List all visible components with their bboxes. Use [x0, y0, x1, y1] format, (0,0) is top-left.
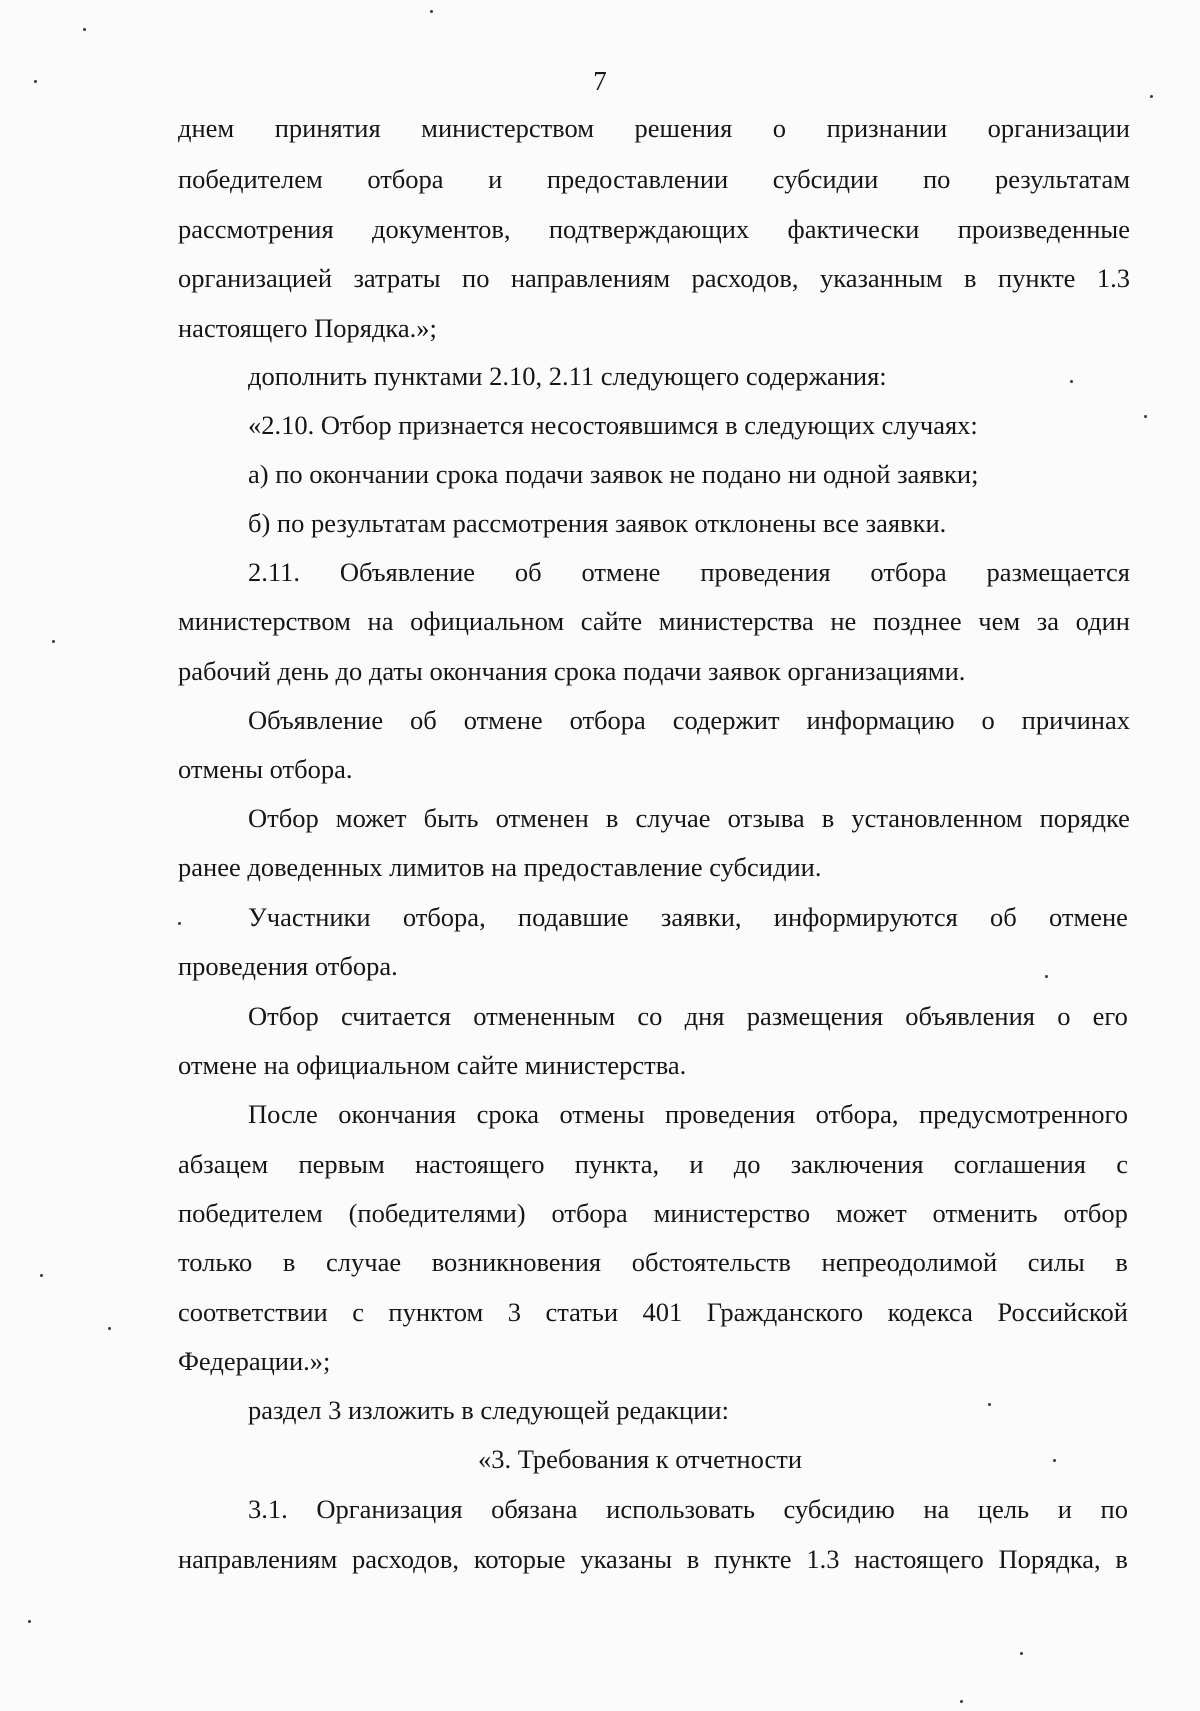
word: соглашения: [953, 1149, 1086, 1179]
word: официальном: [410, 606, 565, 636]
word: использовать: [606, 1494, 755, 1524]
word: отмены: [559, 1099, 645, 1129]
word: первым: [298, 1149, 385, 1179]
speck: [34, 80, 37, 83]
word: направлениям: [510, 263, 671, 293]
word: 1.3: [1096, 263, 1130, 293]
text-line: [178, 1148, 1128, 1180]
line-text: «3. Требования к отчетности: [478, 1444, 803, 1474]
word: фактически: [787, 214, 920, 244]
word: настоящего: [854, 1544, 984, 1574]
word: его: [1092, 1001, 1128, 1031]
word: чем: [978, 606, 1021, 636]
word: размещения: [746, 1001, 884, 1031]
word: порядке: [1039, 803, 1130, 833]
word: об: [990, 902, 1017, 932]
word: сайте: [580, 606, 643, 636]
text-line: [248, 409, 978, 441]
word: соответствии: [178, 1297, 328, 1327]
word: по: [1100, 1494, 1128, 1524]
word: установленном: [851, 803, 1023, 833]
word: и: [488, 164, 503, 194]
word: со: [637, 1001, 663, 1031]
word: силы: [1027, 1247, 1085, 1277]
word: указаны: [580, 1544, 673, 1574]
word: окончания: [338, 1099, 457, 1129]
word: решения: [634, 113, 733, 143]
word: с: [1116, 1149, 1128, 1179]
word: отменен: [495, 803, 589, 833]
word: 401: [642, 1297, 683, 1327]
text-line: [248, 507, 946, 539]
speck: [1020, 1652, 1023, 1655]
line-text: б) по результатам рассмотрения заявок отклонены все заявки.: [248, 508, 947, 538]
word: заключения: [790, 1149, 924, 1179]
word: позднее: [872, 606, 962, 636]
text-line: [178, 950, 398, 982]
word: об: [514, 557, 542, 587]
text-line: [248, 458, 978, 490]
line-text: ранее доведенных лимитов на предоставление субсидии.: [178, 852, 822, 882]
word: и: [1057, 1494, 1072, 1524]
word: в: [282, 1247, 296, 1277]
word: произведенные: [957, 214, 1130, 244]
word: размещается: [986, 557, 1130, 587]
word: результатам: [994, 164, 1130, 194]
text-line: [248, 1394, 729, 1426]
speck: [108, 1327, 111, 1330]
speck: [430, 10, 433, 13]
line-text: настоящего Порядка.»;: [178, 313, 437, 343]
line-text: рабочий день до даты окончания срока подачи заявок организациями.: [178, 656, 966, 686]
word: заявки,: [660, 902, 742, 932]
word: срока: [476, 1099, 540, 1129]
word: принятия: [274, 113, 381, 143]
word: днем: [178, 113, 235, 143]
text-line: [178, 655, 965, 687]
word: победителем: [178, 164, 323, 194]
word: 3.1.: [248, 1494, 288, 1524]
word: рассмотрения: [178, 214, 334, 244]
text-line: [248, 901, 1128, 933]
text-line: [178, 163, 1130, 195]
word: субсидию: [783, 1494, 895, 1524]
word: в: [821, 803, 835, 833]
speck: [40, 1274, 43, 1277]
word: После: [248, 1099, 318, 1129]
word: Объявление: [248, 705, 384, 735]
line-text: отмены отбора.: [178, 754, 353, 784]
word: Объявление: [339, 557, 476, 587]
word: Организация: [316, 1494, 463, 1524]
text-line: [178, 1543, 1128, 1575]
word: предусмотренного: [918, 1099, 1128, 1129]
word: организации: [987, 113, 1130, 143]
word: не: [830, 606, 857, 636]
speck: [960, 1700, 963, 1703]
word: пункта,: [574, 1149, 660, 1179]
word: проведения: [664, 1099, 796, 1129]
word: отбора,: [402, 902, 486, 932]
word: отбора: [367, 164, 444, 194]
speck: [1053, 1459, 1056, 1462]
word: содержит: [672, 705, 780, 735]
word: может: [836, 1198, 907, 1228]
word: предоставлении: [546, 164, 729, 194]
text-line: [248, 1000, 1128, 1032]
word: кодекса: [887, 1297, 973, 1327]
word: министерства: [658, 606, 814, 636]
word: настоящего: [414, 1149, 545, 1179]
word: отбор: [1063, 1198, 1128, 1228]
word: о: [772, 113, 787, 143]
word: пунктом: [388, 1297, 484, 1327]
word: признании: [826, 113, 948, 143]
word: Порядка,: [998, 1544, 1101, 1574]
text-line: [178, 753, 352, 785]
word: победителем: [178, 1198, 323, 1228]
text-line: [178, 851, 821, 883]
word: затраты: [353, 263, 441, 293]
text-line: [178, 1246, 1128, 1278]
word: подтверждающих: [548, 214, 750, 244]
word: абзацем: [178, 1149, 269, 1179]
line-text: проведения отбора.: [178, 951, 398, 981]
word: направлениям: [178, 1544, 338, 1574]
word: причинах: [1021, 705, 1130, 735]
word: отбора: [551, 1198, 628, 1228]
text-line: [248, 1493, 1128, 1525]
word: о: [981, 705, 995, 735]
word: Отбор: [248, 1001, 319, 1031]
speck: [988, 1403, 991, 1406]
speck: [28, 1620, 31, 1623]
word: пункте: [997, 263, 1076, 293]
word: Участники: [248, 902, 371, 932]
word: только: [178, 1247, 253, 1277]
word: субсидии: [772, 164, 879, 194]
word: организацией: [178, 263, 333, 293]
word: Гражданского: [706, 1297, 864, 1327]
word: об: [410, 705, 437, 735]
line-text: «2.10. Отбор признается несостоявшимся в следующих случаях:: [248, 410, 978, 440]
word: отменить: [932, 1198, 1038, 1228]
word: в: [605, 803, 619, 833]
word: в: [1115, 1247, 1128, 1277]
word: информацию: [806, 705, 955, 735]
word: дня: [684, 1001, 725, 1031]
word: в: [964, 263, 977, 293]
word: подавшие: [517, 902, 629, 932]
word: министерство: [653, 1198, 811, 1228]
word: отмене: [1048, 902, 1128, 932]
word: на: [367, 606, 394, 636]
text-line: [178, 1345, 330, 1377]
line-text: Федерации.»;: [178, 1346, 331, 1376]
word: отмене: [581, 557, 661, 587]
line-text: дополнить пунктами 2.10, 2.11 следующего содержания:: [248, 361, 887, 391]
word: с: [352, 1297, 364, 1327]
word: документов,: [372, 214, 511, 244]
word: обстоятельств: [631, 1247, 791, 1277]
word: объявления: [905, 1001, 1035, 1031]
word: 2.11.: [248, 557, 301, 587]
text-line: [248, 704, 1130, 736]
speck: [52, 640, 55, 643]
text-line: [178, 262, 1130, 294]
text-line: [178, 605, 1130, 637]
word: за: [1036, 606, 1059, 636]
text-line: [478, 1443, 802, 1475]
word: по: [922, 164, 951, 194]
text-line: [178, 213, 1130, 245]
word: считается: [340, 1001, 451, 1031]
word: отбора: [870, 557, 947, 587]
word: отзыва: [727, 803, 805, 833]
word: один: [1075, 606, 1130, 636]
word: отмене: [463, 705, 543, 735]
text-line: [248, 360, 887, 392]
speck: [1045, 975, 1048, 978]
word: непреодолимой: [821, 1247, 998, 1277]
word: министерством: [178, 606, 351, 636]
word: на: [923, 1494, 950, 1524]
word: и: [689, 1149, 704, 1179]
word: 3: [507, 1297, 522, 1327]
word: до: [733, 1149, 761, 1179]
text-line: [178, 112, 1130, 144]
speck: [83, 28, 86, 31]
text-line: [178, 1197, 1128, 1229]
word: расходов,: [352, 1544, 460, 1574]
word: цель: [977, 1494, 1030, 1524]
word: Российской: [997, 1297, 1128, 1327]
word: 1.3: [806, 1544, 840, 1574]
word: может: [335, 803, 407, 833]
word: в: [686, 1544, 700, 1574]
word: Отбор: [248, 803, 319, 833]
word: статьи: [545, 1297, 619, 1327]
word: случае: [326, 1247, 402, 1277]
text-line: [178, 1049, 686, 1081]
word: отмененным: [473, 1001, 616, 1031]
word: отбора: [569, 705, 646, 735]
line-text: раздел 3 изложить в следующей редакции:: [248, 1395, 729, 1425]
text-line: [248, 1098, 1128, 1130]
text-line: [178, 312, 437, 344]
word: расходов,: [691, 263, 799, 293]
speck: [1150, 95, 1153, 98]
page-number: 7: [593, 66, 607, 96]
word: в: [1115, 1544, 1128, 1574]
text-line: [248, 802, 1130, 834]
word: возникновения: [431, 1247, 602, 1277]
word: проведения: [700, 557, 831, 587]
word: случае: [635, 803, 711, 833]
line-text: отмене на официальном сайте министерства.: [178, 1050, 687, 1080]
speck: [1144, 415, 1147, 418]
text-line: [178, 1296, 1128, 1328]
word: быть: [423, 803, 479, 833]
word: информируются: [773, 902, 958, 932]
word: которые: [473, 1544, 566, 1574]
line-text: а) по окончании срока подачи заявок не подано ни одной заявки;: [248, 459, 979, 489]
word: обязана: [491, 1494, 578, 1524]
word: по: [462, 263, 490, 293]
word: (победителями): [348, 1198, 526, 1228]
word: министерством: [421, 113, 595, 143]
word: отбора,: [815, 1099, 899, 1129]
word: указанным: [819, 263, 943, 293]
text-line: [248, 556, 1130, 588]
word: пункте: [714, 1544, 792, 1574]
speck: [1070, 380, 1073, 383]
word: о: [1057, 1001, 1071, 1031]
speck: [178, 922, 181, 925]
